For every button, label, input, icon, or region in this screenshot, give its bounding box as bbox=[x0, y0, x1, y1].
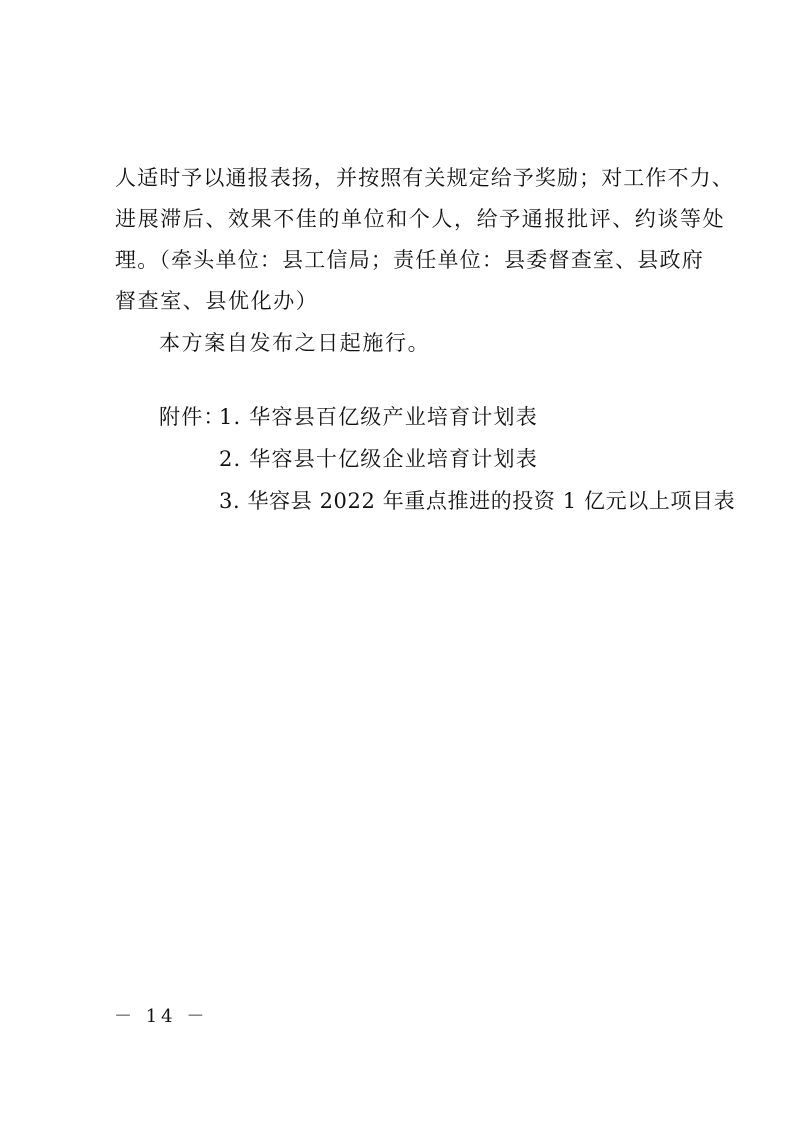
body-line: 督查室、县优化办） bbox=[115, 289, 319, 313]
page-number: － 14 － bbox=[114, 1006, 209, 1027]
attachment-item: 1. 华容县百亿级产业培育计划表 bbox=[219, 405, 538, 429]
body-line: 理。（牵头单位：县工信局；责任单位：县委督查室、县政府 bbox=[115, 248, 704, 272]
body-line: 进展滞后、效果不佳的单位和个人，给予通报批评、约谈等处 bbox=[115, 207, 726, 231]
attachment-item: 3. 华容县 2022 年重点推进的投资 1 亿元以上项目表 bbox=[219, 489, 736, 513]
attachment-item: 2. 华容县十亿级企业培育计划表 bbox=[219, 447, 538, 471]
effective-date-paragraph: 本方案自发布之日起施行。 bbox=[159, 331, 431, 355]
attachments-label: 附件： bbox=[159, 405, 226, 429]
body-line: 人适时予以通报表扬，并按照有关规定给予奖励；对工作不力、 bbox=[115, 166, 734, 190]
